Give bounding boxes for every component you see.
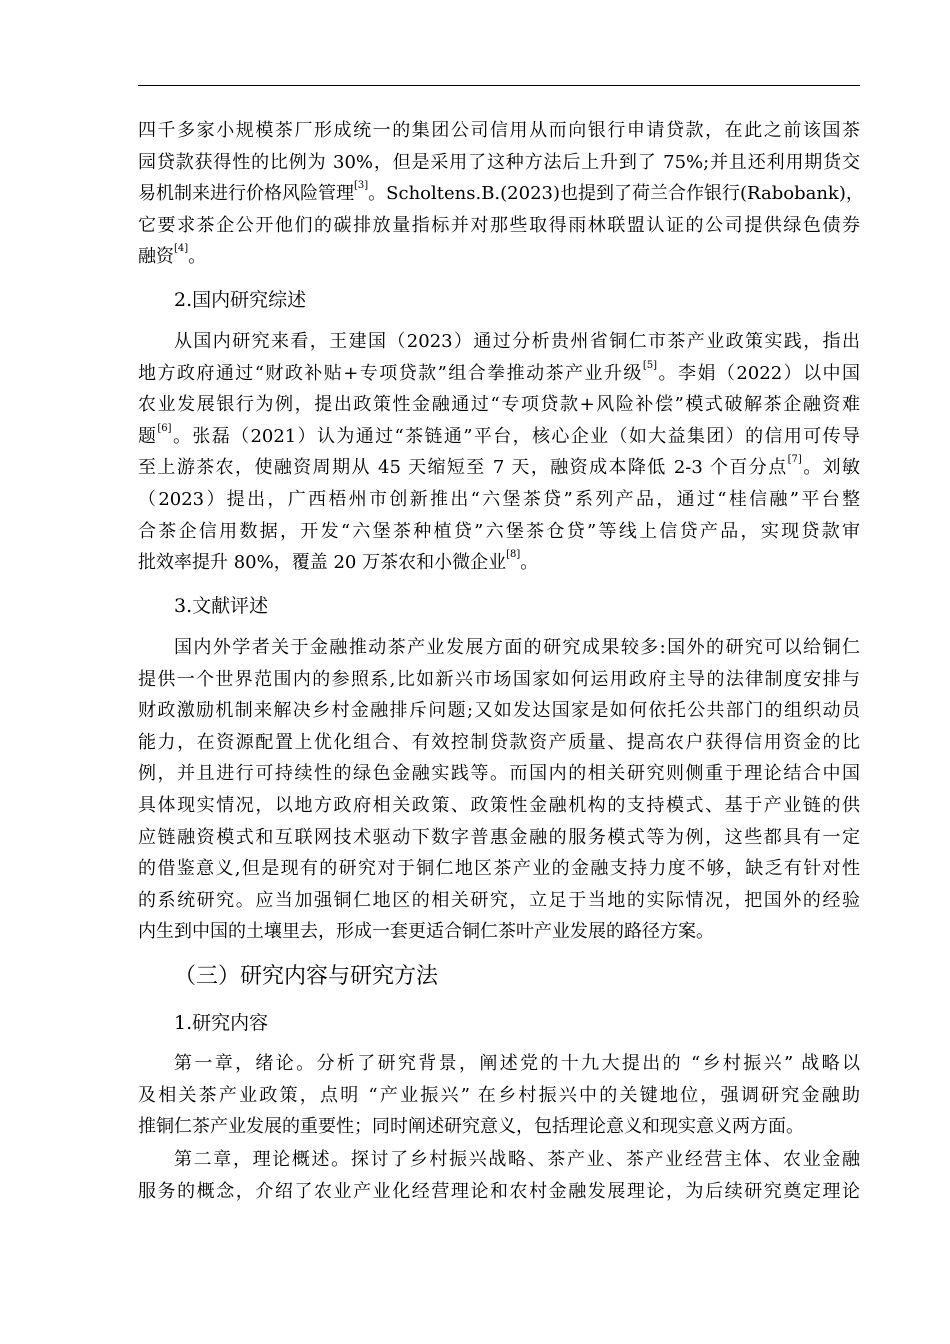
paragraph-line: 提供一个世界范围内的参照系,比如新兴市场国家如何运用政府主导的法律制度安排与 <box>138 668 860 690</box>
citation-reference: [7] <box>787 454 802 466</box>
paragraph-line: 它要求茶企公开他们的碳排放量指标并对那些取得雨林联盟认证的公司提供绿色债券 <box>138 214 860 236</box>
section-heading: （三）研究内容与研究方法 <box>174 964 439 989</box>
paragraph-line: 及相关茶产业政策，点明 “产业振兴” 在乡村振兴中的关键地位，强调研究金融助 <box>138 1084 860 1106</box>
citation-reference: [4] <box>174 243 189 255</box>
citation-reference: [5] <box>642 359 658 371</box>
citation-reference: [3] <box>354 180 369 192</box>
paragraph-line: 财政激励机制来解决乡村金融排斥问题;又如发达国家是如何依托公共部门的组织动员 <box>138 700 860 722</box>
paragraph-line: 应链融资模式和互联网技术驱动下数字普惠金融的服务模式等为例，这些都具有一定 <box>138 826 860 848</box>
paragraph-line: 例，并且进行可持续性的绿色金融实践等。而国内的相关研究则侧重于理论结合中国 <box>138 763 860 785</box>
paragraph-line: 国内外学者关于金融推动茶产业发展方面的研究成果较多:国外的研究可以给铜仁 <box>174 637 860 658</box>
header-rule <box>138 85 860 86</box>
paragraph-line: 至上游茶农，使融资周期从 45 天缩短至 7 天，融资成本降低 2-3 个百分点[7]。刘敏 <box>138 454 861 479</box>
paragraph-line: 易机制来进行价格风险管理[3]。Scholtens.B.(2023)也提到了荷兰合作银行(Rabobank)， <box>138 180 864 205</box>
paragraph-line: 合茶企信用数据，开发“六堡茶种植贷”六堡茶仓贷”等线上信贷产品，实现贷款审 <box>138 520 860 542</box>
subsection-heading: 2.国内研究综述 <box>174 289 307 311</box>
paragraph-line: 园贷款获得性的比例为 30%，但是采用了这种方法后上升到了 75%;并且还利用期货交 <box>138 151 860 173</box>
paragraph-line: 能力，在资源配置上优化组合、有效控制贷款资产质量、提高农户获得信用资金的比 <box>138 731 860 753</box>
paragraph-line: 服务的概念，介绍了农业产业化经营理论和农村金融发展理论，为后续研究奠定理论 <box>138 1180 860 1202</box>
paragraph-line: 融资[4]。 <box>138 243 207 268</box>
paragraph-line: 第二章，理论概述。探讨了乡村振兴战略、茶产业、茶产业经营主体、农业金融 <box>174 1149 860 1170</box>
citation-reference: [8] <box>506 549 521 561</box>
paragraph-line: 四千多家小规模茶厂形成统一的集团公司信用从而向银行申请贷款，在此之前该国茶 <box>138 120 860 141</box>
paragraph-line: （2023）提出，广西梧州市创新推出“六堡茶贷”系列产品，通过“桂信融”平台整 <box>138 489 860 510</box>
citation-reference: [6] <box>157 422 172 434</box>
paragraph-line: 推铜仁茶产业发展的重要性；同时阐述研究意义，包括理论意义和现实意义两方面。 <box>138 1116 804 1138</box>
paragraph-line: 批效率提升 80%，覆盖 20 万茶农和小微企业[8]。 <box>138 549 539 574</box>
paragraph-line: 地方政府通过“财政补贴+专项贷款”组合拳推动茶产业升级[5]。李娟（2022）以中国 <box>138 359 861 384</box>
subsection-heading: 3.文献评述 <box>174 595 269 617</box>
paragraph-line: 的借鉴意义,但是现有的研究对于铜仁地区茶产业的金融支持力度不够，缺乏有针对性 <box>138 858 860 880</box>
paragraph-line: 题[6]。张磊（2021）认为通过“茶链通”平台，核心企业（如大益集团）的信用可传导 <box>138 422 861 447</box>
paragraph-line: 农业发展银行为例，提出政策性金融通过“专项贷款+风险补偿”模式破解茶企融资难 <box>138 394 860 416</box>
paragraph-line: 的系统研究。应当加强铜仁地区的相关研究，立足于当地的实际情况，把国外的经验 <box>138 889 860 911</box>
paragraph-line: 内生到中国的土壤里去，形成一套更适合铜仁茶叶产业发展的路径方案。 <box>138 921 714 943</box>
paragraph-line: 第一章，绪论。分析了研究背景，阐述党的十九大提出的 “乡村振兴” 战略以 <box>174 1053 860 1074</box>
paragraph-line: 从国内研究来看，王建国（2023）通过分析贵州省铜仁市茶产业政策实践，指出 <box>174 331 860 352</box>
subsection-heading: 1.研究内容 <box>174 1012 269 1034</box>
paragraph-line: 具体现实情况，以地方政府相关政策、政策性金融机构的支持模式、基于产业链的供 <box>138 795 860 816</box>
